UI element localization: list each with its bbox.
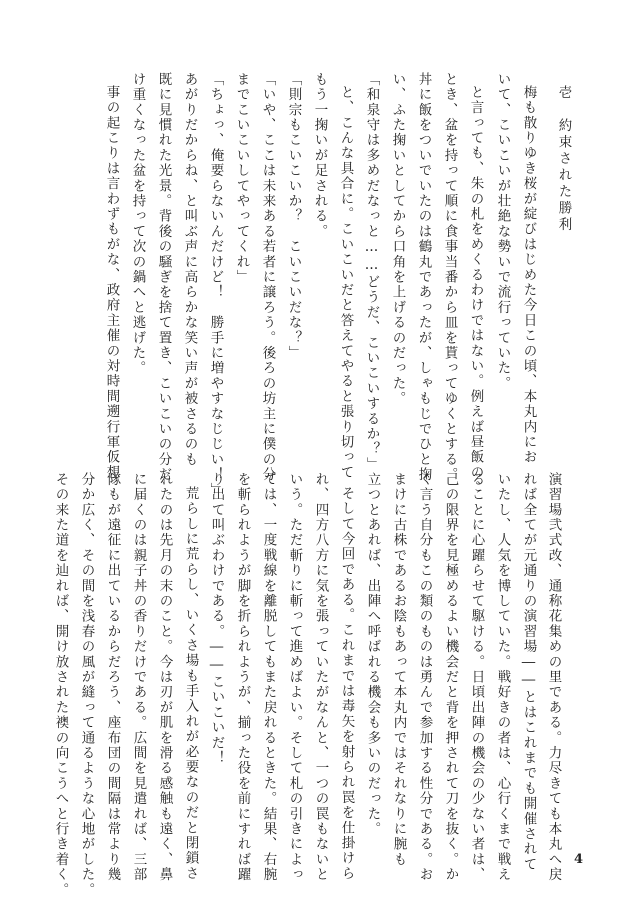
text-column: までこいこいしてやってくれ」	[233, 72, 250, 285]
chapter-heading: 壱 約束された勝利	[555, 85, 572, 234]
text-column: いて、こいこいが壮絶な勢いで流行っていた。	[494, 72, 511, 392]
text-column: いたし、人気を博していた。戦好きの者は、心行くまで戦え	[494, 472, 511, 883]
text-column: 荒らしに荒らし、いくさ場も手入れが必要なのだと閉鎖さ	[182, 486, 199, 882]
text-column: 梅も散りゆき桜が綻びはじめた今日この頃、本丸内にお	[520, 85, 537, 465]
page-number: 4	[573, 852, 583, 867]
text-column: 丼に飯をついでいたのは鶴丸であったが、しゃもじでひと掬	[415, 72, 432, 483]
text-column: れたのは先月の末のこと。今は刃が肌を滑る感触も遠く、鼻	[156, 472, 173, 883]
text-column: と言っても、朱の札をめくるわけではない。例えば昼飯の	[467, 85, 484, 481]
text-column: 事の起こりは言わずもがな、政府主催の対時間遡行軍仮想	[103, 85, 120, 481]
text-column: 立つとあれば、出陣へ呼ばれる機会も多いのだった。	[364, 472, 381, 837]
text-column: を斬られようが脚を折られようが、揃った役を前にすれば躍	[234, 472, 251, 883]
text-column: く言う自分もこの類のものは勇んで参加する性分である。お	[416, 472, 433, 883]
text-column: 「いや、ここは未来ある若者に譲ろう。後ろの坊主に僕の分	[259, 72, 276, 483]
text-column: 演習場弐式改、通称花集めの里である。力尽きても本丸へ戻	[545, 472, 562, 883]
text-column: ることに心躍らせて駆ける。日頃出陣の機会の少ない者は、	[468, 472, 485, 883]
text-column: 隊もが遠征に出ているからだろう、座布団の間隔は常より幾	[104, 472, 121, 883]
text-column: とき、盆を持って順に食事当番から皿を貰ってゆくとする。	[441, 72, 458, 483]
text-column: 分か広く、その間を浅春の風が縫って通るような心地がした。	[78, 472, 95, 898]
text-column: そして今回である。これまでは毒矢を射られ罠を仕掛けら	[338, 486, 355, 882]
text-column: もう一掬いが足される。	[311, 72, 328, 240]
text-column: 己の限界を見極めるよい機会だと背を押されて刀を抜く。か	[442, 472, 459, 883]
text-column: いう。ただ斬りに斬って進めばよい。そして札の引きによっ	[286, 472, 303, 883]
text-column: ては、一度戦線を離脱してもまた戻れるときた。結果、右腕	[260, 472, 277, 883]
text-column: あがりだからね、と叫ぶ声に高らかな笑い声が被さるのも	[181, 72, 198, 468]
text-column: 既に見慣れた光景。背後の騒ぎを捨て置き、こいこいの分だ	[155, 72, 172, 483]
text-column: まけに古株であるお陰もあって本丸内ではそれなりに腕も	[390, 472, 407, 868]
text-column: り出て叫ぶわけである。――こいこいだ！	[208, 472, 225, 766]
text-column: と、こんな具合に。こいこいだと答えてやると張り切って	[337, 85, 354, 481]
text-column: 「和泉守は多めだなっと……どうだ、こいこいするか？」	[363, 72, 380, 473]
text-column: け重くなった盆を持って次の鍋へと逃げた。	[129, 72, 146, 376]
text-column: れ、四方八方に気を張っていたがなんと、一つの罠もないと	[312, 472, 329, 883]
text-column: い、ふた掬いとしてから口角を上げるのだった。	[389, 72, 406, 407]
text-column: その来た道を辿れば、開け放された襖の向こうへと行き着く。	[52, 472, 69, 898]
text-column: 「則宗もこいこいか？ こいこいだな？」	[285, 72, 302, 361]
text-column: 「ちょっ、俺要らないんだけど！ 勝手に増やすなじじい！」	[207, 72, 224, 498]
text-column: に届くのは親子丼の香りだけである。広間を見遣れば、三部	[130, 472, 147, 883]
text-column: れば全てが元通りの演習場――とはこれまでも開催されて	[520, 472, 537, 873]
